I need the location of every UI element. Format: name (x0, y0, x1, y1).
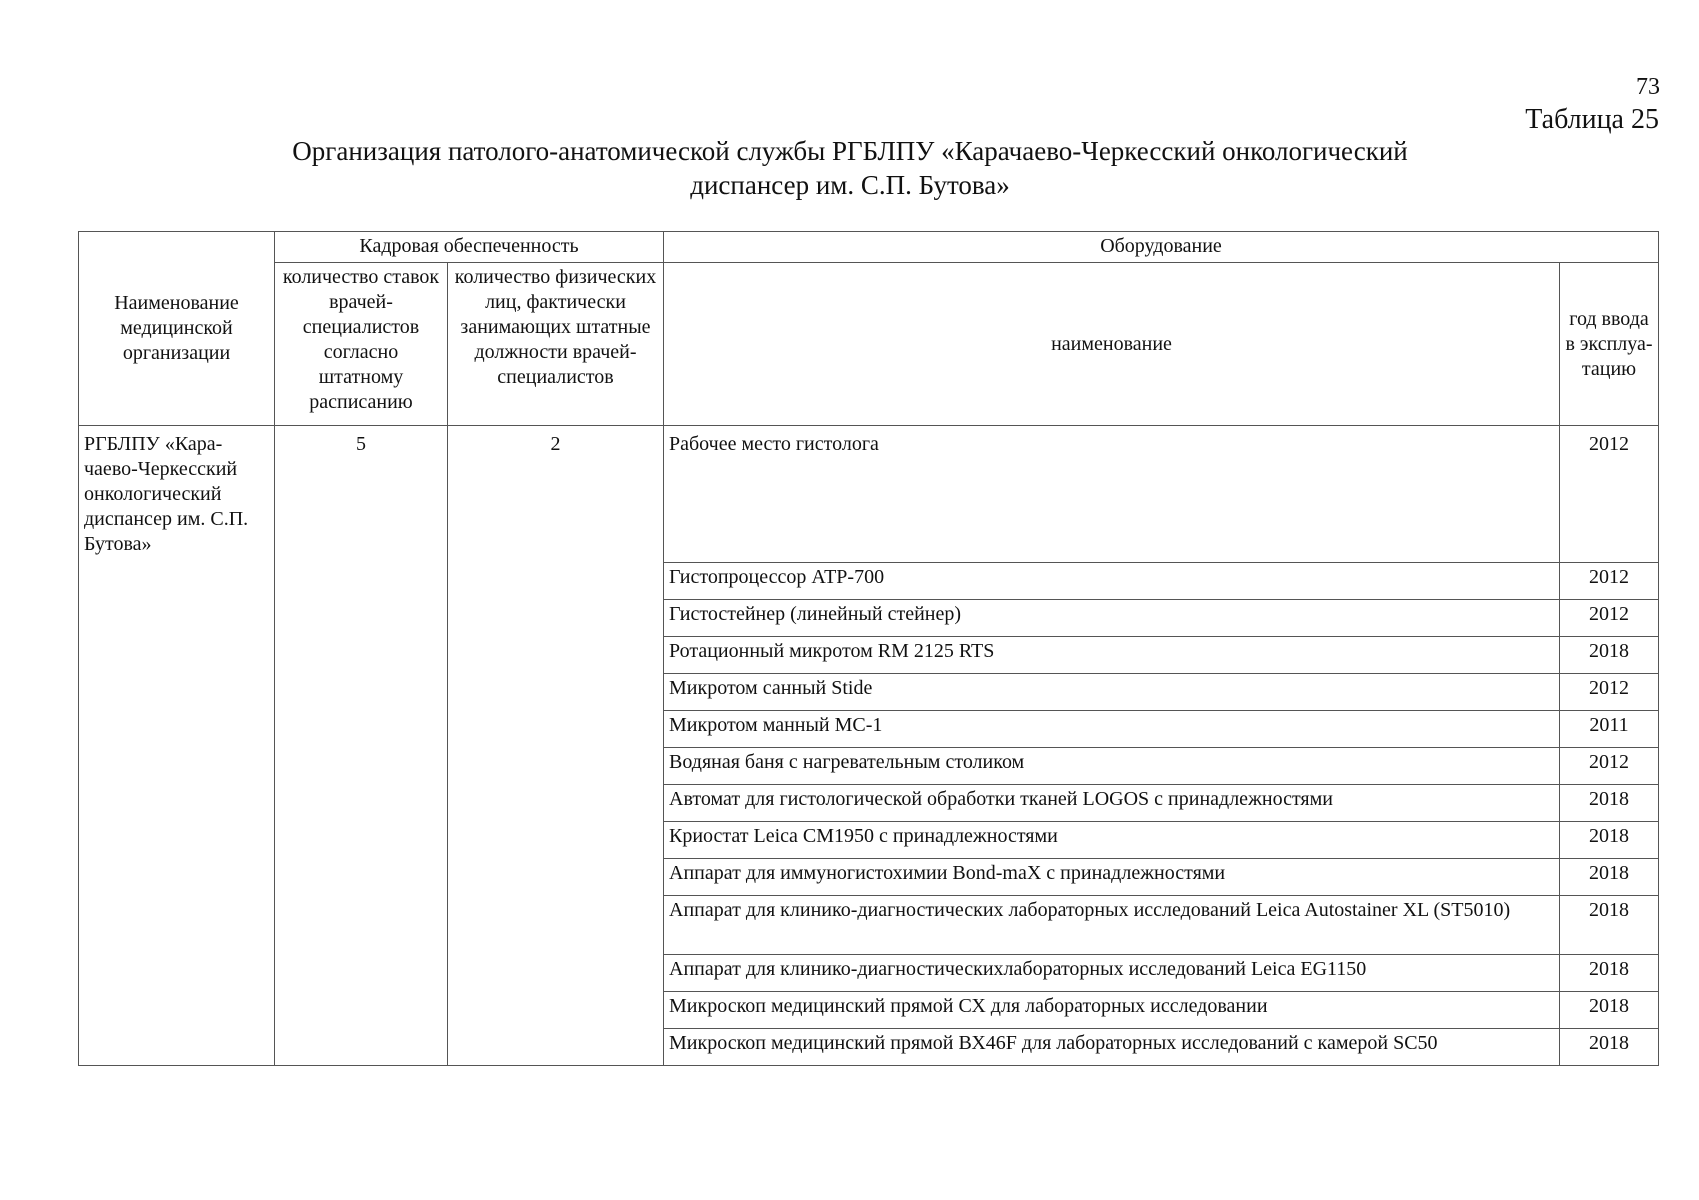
table-label: Таблица 25 (1525, 104, 1659, 135)
equipment-year-cell: 2018 (1560, 785, 1659, 822)
equipment-year-cell: 2012 (1560, 563, 1659, 600)
title-line-1: Организация патолого-анатомической службы РГБЛПУ «Карачаево-Черкесский онкологический (292, 136, 1408, 166)
equipment-name-cell: Аппарат для клинико-диагностических лабораторных исследований Leica Autostainer XL (ST5010) (664, 896, 1560, 955)
equipment-name-cell: Гистопроцессор АТР-700 (664, 563, 1560, 600)
equipment-year-cell: 2012 (1560, 600, 1659, 637)
header-staffing: Кадровая обеспеченность (275, 232, 664, 263)
equipment-year-cell: 2018 (1560, 1029, 1659, 1066)
header-org-name: Наименование медицинской организации (79, 232, 275, 426)
equipment-year-cell: 2011 (1560, 711, 1659, 748)
equipment-name-cell: Криостат Leica CM1950 с принадлежностями (664, 822, 1560, 859)
equipment-year-cell: 2018 (1560, 896, 1659, 955)
equipment-year-cell: 2018 (1560, 637, 1659, 674)
page-number: 73 (1636, 74, 1660, 100)
equipment-year-cell: 2018 (1560, 955, 1659, 992)
equipment-year-cell: 2018 (1560, 822, 1659, 859)
table-row (79, 426, 1659, 563)
equipment-name-cell: Водяная баня с нагревательным столиком (664, 748, 1560, 785)
staff-positions-cell: 5 (275, 426, 448, 1066)
org-name-cell: РГБЛПУ «Кара-чаево-Черкесский онкологический диспансер им. С.П. Бутова» (79, 426, 275, 1066)
staff-persons-cell: 2 (448, 426, 664, 1066)
header-equipment-name: наименование (664, 263, 1560, 426)
equipment-year-cell: 2018 (1560, 859, 1659, 896)
equipment-name-cell: Аппарат для иммуногистохимии Bond-maX с принадлежностями (664, 859, 1560, 896)
equipment-name-cell: Ротационный микротом RM 2125 RTS (664, 637, 1560, 674)
equipment-year-cell: 2012 (1560, 674, 1659, 711)
document-title (290, 134, 1410, 202)
equipment-name-cell: Рабочее место гистолога (664, 426, 1560, 563)
header-staff-positions: количество ставок врачей-специалистов согласно штатному расписанию (275, 263, 448, 426)
equipment-name-cell: Микротом санный Stide (664, 674, 1560, 711)
header-staff-persons: количество физических лиц, фактически занимающих штатные должности врачей-специалистов (448, 263, 664, 426)
header-year: год ввода в эксплуа-тацию (1560, 263, 1659, 426)
equipment-name-cell: Микротом манный МС-1 (664, 711, 1560, 748)
equipment-name-cell: Аппарат для клинико-диагностическихлабораторных исследований Leica EG1150 (664, 955, 1560, 992)
header-equipment: Оборудование (664, 232, 1659, 263)
equipment-name-cell: Гистостейнер (линейный стейнер) (664, 600, 1560, 637)
equipment-name-cell: Микроскоп медицинский прямой ВХ46F для лабораторных исследований с камерой SC50 (664, 1029, 1560, 1066)
equipment-year-cell: 2012 (1560, 748, 1659, 785)
equipment-year-cell: 2012 (1560, 426, 1659, 563)
equipment-table (78, 231, 1659, 1066)
title-line-2: диспансер им. С.П. Бутова» (690, 170, 1010, 200)
equipment-name-cell: Микроскоп медицинский прямой СХ для лабораторных исследовании (664, 992, 1560, 1029)
equipment-name-cell: Автомат для гистологической обработки тканей LOGOS с принадлежностями (664, 785, 1560, 822)
equipment-year-cell: 2018 (1560, 992, 1659, 1029)
